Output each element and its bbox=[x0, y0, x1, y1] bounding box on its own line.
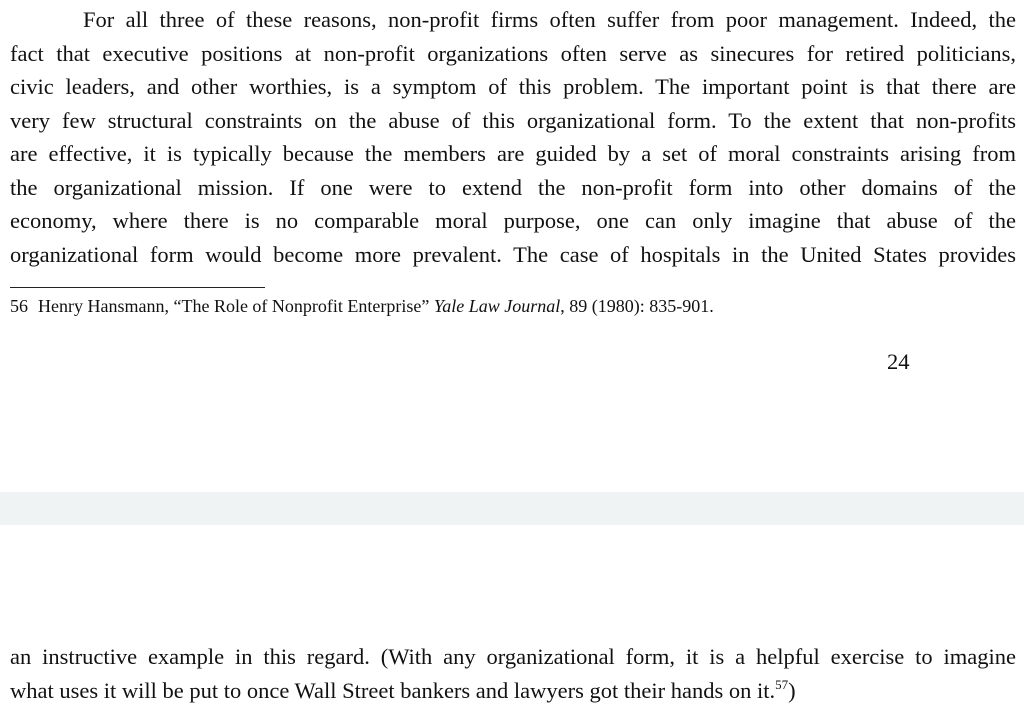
footnote-reference-57[interactable]: 57 bbox=[775, 676, 789, 692]
footnote-citation: Henry Hansmann, “The Role of Nonprofit Enterprise” bbox=[38, 296, 430, 316]
paragraph-line: the organizational mission. If one were to extend the non-profit form into other domains of the bbox=[10, 174, 1016, 200]
paragraph-line: economy, where there is no comparable moral purpose, one can only imagine that abuse of the bbox=[10, 208, 1016, 233]
footnote-number: 56 bbox=[10, 296, 28, 316]
paragraph-line: very few structural constraints on the abuse of this organizational form. To the extent that non-profits bbox=[10, 107, 1016, 133]
footnote-56 bbox=[10, 294, 714, 318]
paragraph-line: fact that executive positions at non-profit organizations often serve as sinecures for retired politicians, bbox=[10, 40, 1016, 66]
closing-parenthesis: ) bbox=[788, 677, 796, 703]
paragraph-line: organizational form would become more prevalent. The case of hospitals in the United States provides bbox=[10, 241, 1016, 267]
paragraph-line bbox=[10, 674, 1016, 706]
paragraph-line: For all three of these reasons, non-profit firms often suffer from poor management. Indeed, the bbox=[83, 7, 1016, 32]
paragraph-line: an instructive example in this regard. (With any organizational form, it is a helpful exercise to imagine bbox=[10, 644, 1016, 669]
page-number: 24 bbox=[887, 349, 910, 374]
body-paragraph-continued bbox=[10, 640, 1016, 706]
paragraph-line: civic leaders, and other worthies, is a symptom of this problem. The important point is that there are bbox=[10, 74, 1016, 99]
footnote-separator bbox=[10, 287, 265, 288]
paragraph-line-text: what uses it will be put to once Wall Street bankers and lawyers got their hands on it. bbox=[10, 677, 776, 703]
footnote-journal-title: Yale Law Journal bbox=[433, 296, 561, 316]
footnote-citation-details: , 89 (1980): 835-901. bbox=[560, 296, 714, 316]
body-paragraph bbox=[10, 3, 1016, 271]
paragraph-line: are effective, it is typically because the members are guided by a set of moral constraints arising from bbox=[10, 141, 1016, 166]
page-separator bbox=[0, 492, 1024, 525]
